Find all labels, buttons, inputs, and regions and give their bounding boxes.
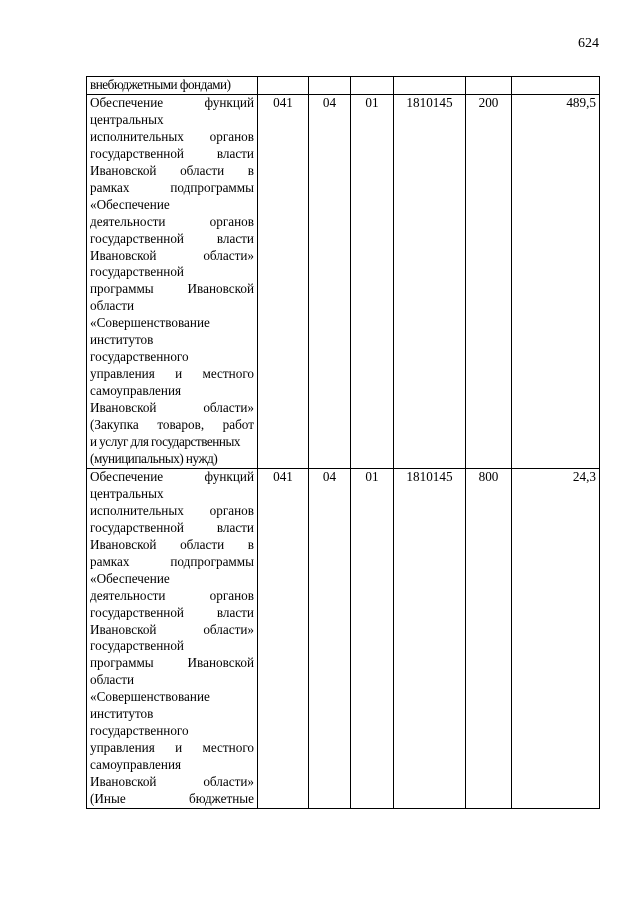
continuation-target-article-cell (394, 77, 466, 95)
continuation-amount-cell (512, 77, 600, 95)
description-line-condensed: и услуг для государственных (90, 434, 241, 450)
continuation-section-cell (309, 77, 351, 95)
description-line: Ивановской области» (90, 400, 254, 416)
row-ministry-code: 041 (258, 468, 309, 808)
description-line: исполнительных органов (90, 128, 254, 144)
row-description (87, 468, 258, 808)
description-line: государственной власти (90, 519, 254, 535)
row-expense-type: 800 (466, 468, 512, 808)
description-line: государственной власти (90, 604, 254, 620)
page-number: 624 (578, 36, 599, 51)
description-line: государственной власти (90, 145, 254, 161)
description-line: институтов (90, 706, 154, 722)
description-line: Ивановской области» (90, 774, 254, 790)
description-line: области (90, 298, 135, 314)
row-subsection-code: 01 (351, 468, 394, 808)
description-line: государственной (90, 264, 184, 280)
description-line: самоуправления (90, 757, 182, 773)
description-line: Обеспечение функций (90, 468, 254, 484)
description-line: программы Ивановской (90, 655, 254, 671)
description-line: «Обеспечение (90, 570, 170, 586)
row-amount: 489,5 (512, 94, 600, 468)
row-ministry-code: 041 (258, 94, 309, 468)
description-line: деятельности органов (90, 213, 254, 229)
row-section-code: 04 (309, 468, 351, 808)
budget-table (86, 76, 600, 809)
description-line: институтов (90, 332, 154, 348)
budget-table-body (87, 77, 600, 809)
description-line: самоуправления (90, 383, 182, 399)
description-line: государственного (90, 723, 189, 739)
continuation-description: внебюджетными фондами) (87, 77, 258, 95)
description-line: Обеспечение функций (90, 94, 254, 110)
description-line: (Иные бюджетные (90, 791, 254, 807)
row-amount: 24,3 (512, 468, 600, 808)
table-row (87, 94, 600, 468)
row-subsection-code: 01 (351, 94, 394, 468)
description-line: центральных (90, 111, 164, 127)
description-line: Ивановской области в (90, 162, 254, 178)
description-line: государственного (90, 349, 189, 365)
description-line: деятельности органов (90, 587, 254, 603)
continuation-expense-type-cell (466, 77, 512, 95)
row-expense-type: 200 (466, 94, 512, 468)
description-line: государственной власти (90, 230, 254, 246)
description-line: исполнительных органов (90, 502, 254, 518)
description-line: центральных (90, 485, 164, 501)
description-line: государственной (90, 638, 184, 654)
description-line: области (90, 672, 135, 688)
description-line: рамках подпрограммы (90, 553, 254, 569)
description-line: «Совершенствование (90, 689, 210, 705)
table-row (87, 468, 600, 808)
description-line: «Обеспечение (90, 196, 170, 212)
description-line-condensed: (муниципальных) нужд) (90, 450, 218, 466)
row-target-article: 1810145 (394, 94, 466, 468)
row-target-article: 1810145 (394, 468, 466, 808)
description-line: «Совершенствование (90, 315, 210, 331)
continuation-ministry-cell (258, 77, 309, 95)
description-line: Ивановской области» (90, 247, 254, 263)
description-line: управления и местного (90, 366, 254, 382)
description-line: (Закупка товаров, работ (90, 417, 254, 433)
table-row-continuation (87, 77, 600, 95)
description-line: Ивановской области» (90, 621, 254, 637)
description-line: управления и местного (90, 740, 254, 756)
row-description (87, 94, 258, 468)
description-line: рамках подпрограммы (90, 179, 254, 195)
row-section-code: 04 (309, 94, 351, 468)
description-line: Ивановской области в (90, 536, 254, 552)
description-line: программы Ивановской (90, 281, 254, 297)
continuation-subsection-cell (351, 77, 394, 95)
